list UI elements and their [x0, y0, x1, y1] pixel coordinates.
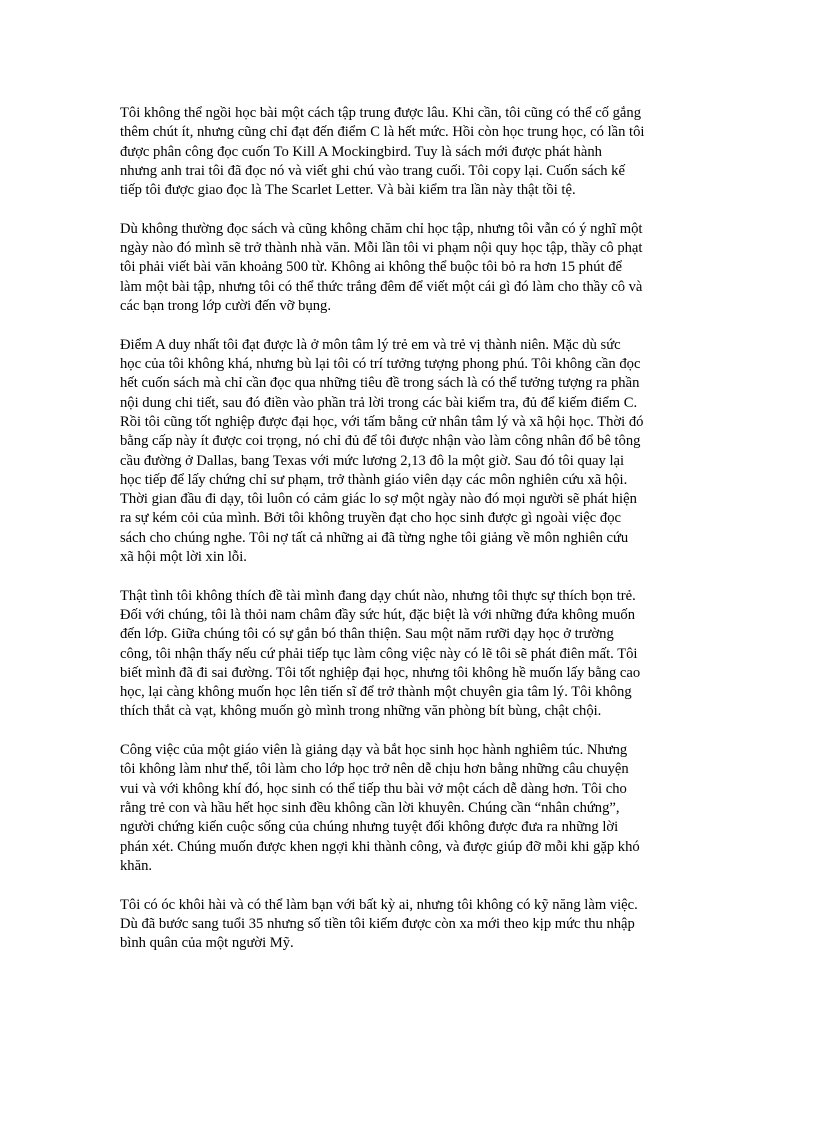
text-line: Điểm A duy nhất tôi đạt được là ở môn tâm lý trẻ em và trẻ vị thành niên. Mặc dù sức: [120, 336, 621, 353]
text-line: rằng trẻ con và hầu hết học sinh đều không cần lời khuyên. Chúng cần “nhân chứng”,: [120, 800, 620, 817]
text-line: tôi không làm như thế, tôi làm cho lớp học trở nên dễ chịu hơn bằng những câu chuyện: [120, 761, 629, 778]
text-line: ra sự kém cỏi của mình. Bởi tôi không truyền đạt cho học sinh được gì ngoài việc đọc: [120, 510, 621, 527]
text-line: Dù không thường đọc sách và cũng không chăm chỉ học tập, nhưng tôi vẫn có ý nghĩ một: [120, 220, 643, 237]
text-line: nhưng anh trai tôi đã đọc nó và viết ghi chú vào trang cuối. Tôi copy lại. Cuốn sách kế: [120, 162, 625, 179]
text-line: Tôi không thể ngồi học bài một cách tập trung được lâu. Khi cần, tôi cũng có thể cố gắng: [120, 105, 641, 121]
text-line: học tiếp để lấy chứng chỉ sư phạm, trở thành giáo viên dạy các môn nghiên cứu xã hội.: [120, 471, 628, 488]
paragraph-6: [120, 896, 700, 954]
text-line: bằng cấp này ít được coi trọng, nó chỉ đủ để tôi được nhận vào làm công nhân đổ bê tông: [120, 433, 641, 450]
text-line: làm một bài tập, nhưng tôi có thể thức trắng đêm để viết một cái gì đó làm cho thầy cô và: [120, 278, 643, 295]
document-body: [120, 104, 700, 973]
text-line: xã hội một lời xin lỗi.: [120, 549, 247, 566]
text-line: nội dung chi tiết, sau đó điền vào phần trả lời trong các bài kiểm tra, đủ để kiếm điểm C.: [120, 394, 638, 411]
text-line: được phân công đọc cuốn To Kill A Mockingbird. Tuy là sách mới được phát hành: [120, 143, 602, 160]
text-line: người chứng kiến cuộc sống của chúng nhưng tuyệt đối không được đưa ra những lời: [120, 819, 619, 836]
text-line: tôi phải viết bài văn khoảng 500 từ. Không ai không thể buộc tôi bỏ ra hơn 15 phút để: [120, 259, 623, 276]
text-line: ngày nào đó mình sẽ trở thành nhà văn. Mỗi lần tôi vi phạm nội quy học tập, thầy cô phạt: [120, 240, 643, 257]
text-line: Rồi tôi cũng tốt nghiệp được đại học, với tấm bằng cử nhân tâm lý và xã hội học. Thời đó: [120, 413, 644, 430]
text-line: thích thắt cà vạt, không muốn gò mình trong những văn phòng bít bùng, chật chội.: [120, 703, 602, 720]
text-line: cầu đường ở Dallas, bang Texas với mức lương 2,13 đô la một giờ. Sau đó tôi quay lại: [120, 452, 625, 469]
text-line: sách cho chúng nghe. Tôi nợ tất cả những ai đã từng nghe tôi giảng về môn nghiên cứu: [120, 529, 629, 546]
paragraph-1: [120, 104, 700, 200]
text-line: Thời gian đầu đi dạy, tôi luôn có cảm giác lo sợ một ngày nào đó mọi người sẽ phát hiện: [120, 491, 637, 508]
text-line: các bạn trong lớp cười đến vỡ bụng.: [120, 298, 331, 315]
text-line: phán xét. Chúng muốn được khen ngợi khi thành công, và được giúp đỡ mỗi khi gặp khó: [120, 838, 640, 855]
text-line: Dù đã bước sang tuổi 35 nhưng số tiền tôi kiếm được còn xa mới theo kịp mức thu nhập: [120, 915, 635, 932]
text-line: khăn.: [120, 857, 153, 874]
paragraph-2: [120, 220, 700, 316]
text-line: Tôi có óc khôi hài và có thể làm bạn với bất kỳ ai, nhưng tôi không có kỹ năng làm việc.: [120, 896, 638, 913]
paragraph-5: [120, 741, 700, 876]
text-line: Đối với chúng, tôi là thỏi nam châm đầy sức hút, đặc biệt là với những đứa không muốn: [120, 607, 635, 623]
text-line: tiếp tôi được giao đọc là The Scarlet Letter. Và bài kiểm tra lần này thật tồi tệ.: [120, 182, 576, 199]
text-line: thêm chút ít, nhưng cũng chỉ đạt đến điểm C là hết mức. Hồi còn học trung học, có lần tôi: [120, 124, 645, 141]
paragraph-4: [120, 587, 700, 722]
text-line: học của tôi không khá, nhưng bù lại tôi có trí tưởng tượng phong phú. Tôi không cần đọc: [120, 356, 641, 373]
text-line: đến lớp. Giữa chúng tôi có sự gắn bó thân thiện. Sau một năm rưỡi dạy học ở trường: [120, 626, 614, 643]
text-line: bình quân của một người Mỹ.: [120, 935, 294, 952]
text-line: hết cuốn sách mà chỉ cần đọc qua những tiêu đề trong sách là có thể tưởng tượng ra phần: [120, 375, 640, 392]
text-line: công, tôi nhận thấy nếu cứ phải tiếp tục làm công việc này có lẽ tôi sẽ phát điên mất. Tôi: [120, 645, 638, 662]
text-line: Công việc của một giáo viên là giảng dạy và bắt học sinh học hành nghiêm túc. Nhưng: [120, 742, 628, 759]
text-line: học, lại càng không muốn học lên tiến sĩ để trở thành một chuyên gia tâm lý. Tôi không: [120, 684, 632, 701]
paragraph-3: [120, 336, 700, 568]
text-line: biết mình đã đi sai đường. Tôi tốt nghiệp đại học, nhưng tôi không hề muốn lấy bằng cao: [120, 664, 641, 681]
text-line: Thật tình tôi không thích đề tài mình đang dạy chút nào, nhưng tôi thực sự thích bọn trẻ.: [120, 587, 636, 604]
text-line: vui và với không khí đó, học sinh có thể tiếp thu bài vở một cách dễ dàng hơn. Tôi cho: [120, 780, 627, 797]
